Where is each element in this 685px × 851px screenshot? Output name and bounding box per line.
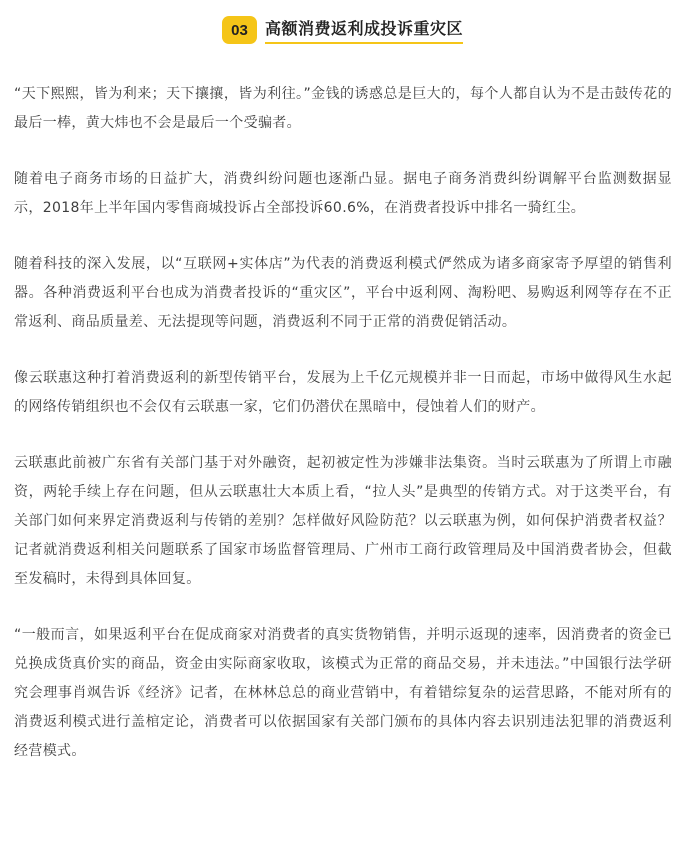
- article-body: [14, 80, 672, 793]
- paragraph-3: 随着科技的深入发展，以“互联网+实体店”为代表的消费返利模式俨然成为诸多商家寄予厚望的销售利器。各种消费返利平台也成为消费者投诉的“重灾区”，平台中返利网、淘粉吧、易购返利网等存在不正常返利、商品质量差、无法提现等问题，消费返利不同于正常的消费促销活动。: [14, 256, 672, 330]
- section-header: [0, 13, 685, 47]
- paragraph-1: “天下熙熙，皆为利来；天下攘攘，皆为利往。”金钱的诱惑总是巨大的，每个人都自认为不是击鼓传花的最后一棒，黄大炜也不会是最后一个受骗者。: [14, 86, 672, 131]
- section-number-badge: 03: [222, 16, 257, 44]
- section-title: 高额消费返利成投诉重灾区: [265, 16, 463, 44]
- paragraph-5: 云联惠此前被广东省有关部门基于对外融资，起初被定性为涉嫌非法集资。当时云联惠为了所谓上市融资，两轮手续上存在问题，但从云联惠壮大本质上看，“拉人头”是典型的传销方式。对于这类平台，有关部门如何来界定消费返利与传销的差别？怎样做好风险防范？以云联惠为例，如何保护消费者权益？记者就消费返利相关问题联系了国家市场监督管理局、广州市工商行政管理局及中国消费者协会，但截至发稿时，未得到具体回复。: [14, 455, 672, 587]
- paragraph-4: 像云联惠这种打着消费返利的新型传销平台，发展为上千亿元规模并非一日而起，市场中做得风生水起的网络传销组织也不会仅有云联惠一家，它们仍潜伏在黑暗中，侵蚀着人们的财产。: [14, 370, 672, 415]
- section-header-inner: [222, 16, 463, 44]
- paragraph-2: 随着电子商务市场的日益扩大，消费纠纷问题也逐渐凸显。据电子商务消费纠纷调解平台监测数据显示，2018年上半年国内零售商城投诉占全部投诉60.6%，在消费者投诉中排名一骑红尘。: [14, 171, 672, 216]
- paragraph-6: “一般而言，如果返利平台在促成商家对消费者的真实货物销售，并明示返现的速率，因消费者的资金已兑换成货真价实的商品，资金由实际商家收取，该模式为正常的商品交易，并未违法。”中国银行法学研究会理事肖飒告诉《经济》记者，在林林总总的商业营销中，有着错综复杂的运营思路，不能对所有的消费返利模式进行盖棺定论，消费者可以依据国家有关部门颁布的具体内容去识别违法犯罪的消费返利经营模式。: [14, 627, 672, 759]
